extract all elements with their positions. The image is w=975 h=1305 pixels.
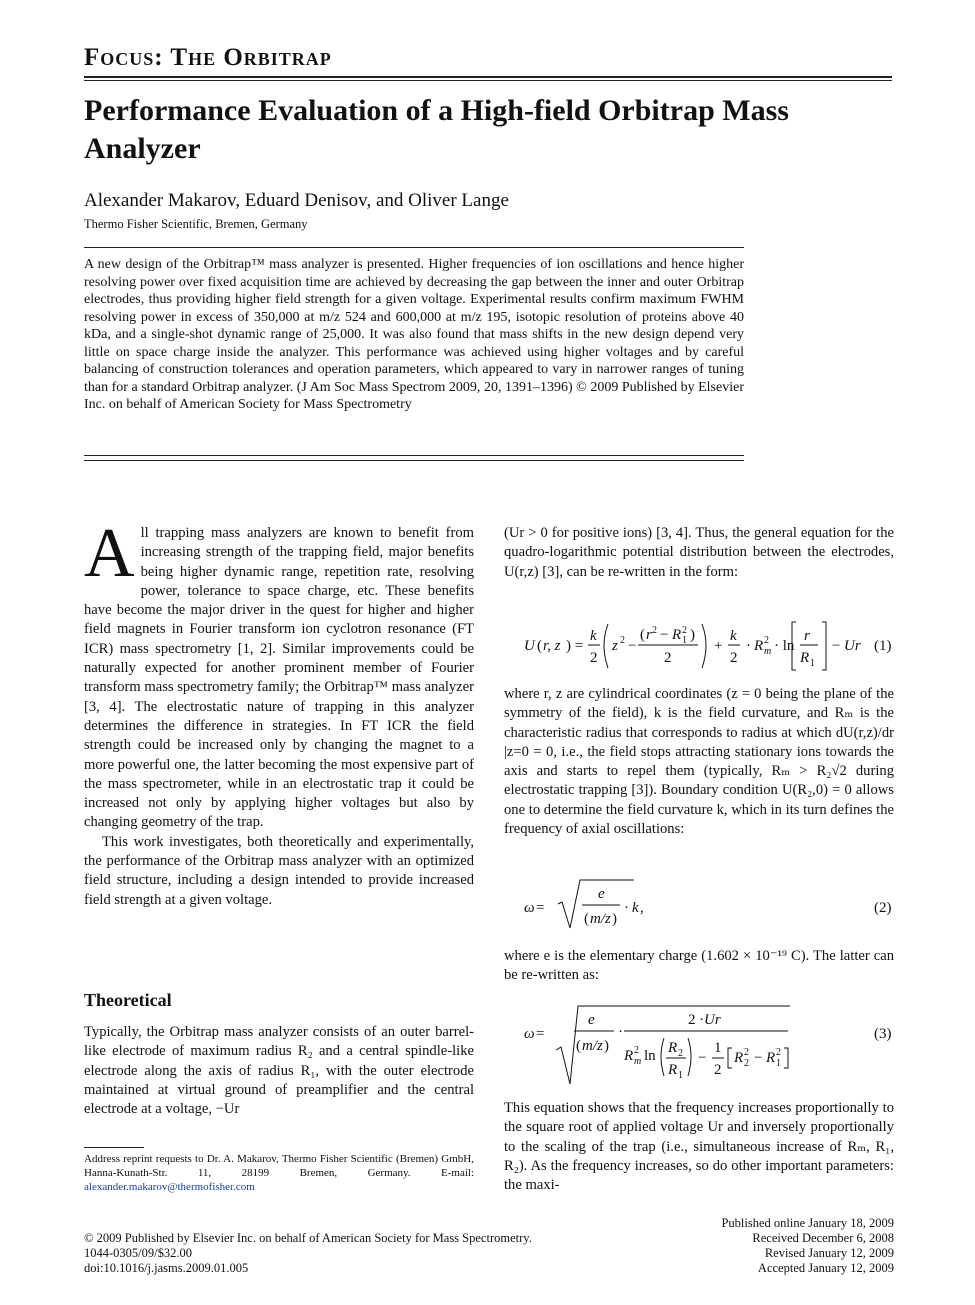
svg-text:Ur: Ur: [704, 1012, 721, 1028]
svg-text:=: =: [536, 1026, 545, 1042]
accepted-date: Accepted January 12, 2009: [757, 1261, 894, 1275]
svg-text:): ): [604, 1038, 609, 1054]
right-paragraph-3: where e is the elementary charge (1.602 × 10⁻¹⁹ C). The latter can be re-written as:: [504, 948, 894, 984]
svg-text:k: k: [730, 628, 737, 644]
footer-dates: [600, 1216, 894, 1276]
affiliation: Thermo Fisher Scientific, Bremen, Germany: [84, 217, 308, 231]
svg-text:·: ·: [746, 638, 751, 654]
intro-section: [84, 515, 474, 910]
abstract-bottom-rule: [84, 455, 744, 456]
eq3-number: (3): [874, 1026, 892, 1042]
abstract-bottom-rule-2: [84, 460, 744, 461]
svg-text:e: e: [588, 1012, 595, 1028]
svg-text:2: 2: [620, 635, 625, 646]
svg-text:· ln: · ln: [774, 638, 795, 654]
right-paragraph-1: (Ur > 0 for positive ions) [3, 4]. Thus, the general equation for the quadro-logarithmic potential distribution between the electrodes, U(r,z) [3], can be re-written in the form:: [504, 525, 894, 580]
svg-text:2 ·: 2 ·: [688, 1012, 705, 1028]
paper-title: Performance Evaluation of a High-field Orbitrap Mass Analyzer: [84, 94, 789, 165]
svg-text:2: 2: [744, 1058, 749, 1069]
email-link[interactable]: alexander.makarov@thermofisher.com: [84, 1181, 255, 1193]
right-paragraph-4: This equation shows that the frequency increases proportionally to the square root of applied voltage Ur and inversely proportionally to the scaling of the trap (i.e., simultaneous increase of Rₘ, R₁, R₂). As the frequency increases, so do other important parameters: the maxi-: [504, 1100, 894, 1194]
svg-text:·: ·: [618, 1024, 623, 1040]
svg-text:2: 2: [682, 625, 687, 636]
svg-text:2: 2: [634, 1045, 639, 1056]
svg-text:Ur: Ur: [844, 638, 861, 654]
equation-3: [504, 1000, 894, 1090]
theory-paragraph: Typically, the Orbitrap mass analyzer consists of an outer barrel-like electrode of maximum radius R₂ and a central spindle-like electrode along the axis of radius R₁, with the outer electrode maintained at virtual ground of preamplifier and the central electrode at a voltage, −Ur: [84, 1024, 474, 1118]
svg-text:=: =: [536, 900, 545, 916]
svg-text:R: R: [624, 1048, 634, 1064]
svg-text:U: U: [524, 638, 535, 654]
intro-paragraph-2: This work investigates, both theoretically and experimentally, the performance of the Orbitrap mass analyzer with an optimized field structure, including a design intended to provide increased field strength at a given voltage.: [84, 833, 474, 908]
equation-2: [504, 874, 894, 934]
footnote: [84, 1152, 474, 1194]
svg-text:1: 1: [682, 635, 687, 646]
svg-text:): ): [690, 627, 695, 643]
issn: 1044-0305/09/$32.00: [84, 1246, 192, 1260]
svg-text:2: 2: [744, 1047, 749, 1058]
svg-text:2: 2: [590, 650, 598, 666]
svg-text:e: e: [598, 886, 605, 902]
received-date: Received December 6, 2008: [752, 1231, 894, 1245]
svg-text:−: −: [754, 1050, 763, 1066]
dropcap: A: [84, 515, 135, 592]
svg-text:r: r: [646, 627, 652, 643]
svg-text:ω: ω: [524, 900, 535, 916]
intro-paragraph-1: ll trapping mass analyzers are known to benefit from increasing strength of the trapping field, major benefits being higher dynamic range, repetition rate, resolving power, tolerance to space charge, etc. These benefits have become the major driver in the quest for higher and higher field magnets in Fourier transform ion cyclotron resonance (FT ICR) mass spectrometry [1, 2]. Similar improvements could be naturally expected for another prominent member of Fourier transform mass spectrometry family; the Orbitrap™ mass analyzer [3, 4]. The electrostatic nature of trapping in this analyzer determines the difference in strategies. In FT ICR the field strength could be increased only by changing the magnet to a more powerful one, the latter becoming the most expensive part of the mass spectrometer, while in an electrostatic trap it could be increased not only by applying higher voltages but also by changing geometry of the trap.: [84, 525, 474, 831]
svg-text:m/z: m/z: [582, 1038, 603, 1054]
svg-text:1: 1: [776, 1058, 781, 1069]
revised-date: Revised January 12, 2009: [764, 1246, 894, 1260]
svg-text:2: 2: [678, 1048, 683, 1059]
svg-text:(: (: [584, 911, 589, 927]
svg-text:(: (: [576, 1038, 581, 1054]
svg-text:R: R: [668, 1040, 678, 1056]
svg-text:(: (: [537, 638, 542, 654]
svg-text:2: 2: [664, 650, 672, 666]
equation-1: [504, 612, 894, 678]
svg-text:m: m: [634, 1056, 642, 1067]
svg-text:1: 1: [714, 1040, 722, 1056]
svg-text:(: (: [640, 627, 645, 643]
published-online: Published online January 18, 2009: [721, 1216, 894, 1230]
abstract: A new design of the Orbitrap™ mass analyzer is presented. Higher frequencies of ion oscillations and hence higher resolving power over fixed acquisition time are achieved by decreasing the gap between the inner and outer Orbitrap electrodes, thus providing higher field strength for a given voltage. Experimental results confirm maximum FWHM resolving power in excess of 350,000 at m/z 524 and 600,000 at m/z 195, isotopic resolution of proteins above 40 kDa, and a single-shot dynamic range of 25,000. It was also found that mass shifts in the new design depend very little on space charge inside the analyzer. This performance was achieved using higher voltages and by careful balancing of construction tolerances and operation parameters, which appeared to vary in narrower ranges of tuning than for a standard Orbitrap analyzer. (J Am Soc Mass Spectrom 2009, 20, 1391–1396) © 2009 Published by Elsevier Inc. on behalf of American Society for Mass Spectrometry: [84, 257, 744, 412]
svg-text:+: +: [714, 638, 723, 654]
svg-text:R: R: [672, 627, 682, 643]
abstract-top-rule: [84, 247, 744, 248]
svg-text:R: R: [754, 638, 764, 654]
svg-text:r: r: [804, 628, 810, 644]
section-header: Focus: The Orbitrap: [84, 44, 332, 71]
svg-text:−: −: [698, 1050, 707, 1066]
copyright: © 2009 Published by Elsevier Inc. on behalf of American Society for Mass Spectrometry.: [84, 1231, 532, 1245]
right-paragraph-2: where r, z are cylindrical coordinates (z = 0 being the plane of the symmetry of the field), k is the field curvature, and Rₘ is the characteristic radius that corresponds to radius at which dU(r,z)/dr |z=0 = 0, i.e., the field stops attracting stationary ions towards the axis and starts to repel them (typically, Rₘ > R₂√2 during electrostatic trapping [3]). Boundary condition U(R₂,0) = 0 allows one to determine the field curvature k, which in its turn defines the frequency of axial oscillations:: [504, 686, 894, 838]
footer-left: [84, 1231, 532, 1276]
eq2-number: (2): [874, 900, 892, 916]
heading-theoretical: Theoretical: [84, 990, 172, 1010]
svg-text:m/z: m/z: [590, 911, 611, 927]
footnote-rule: [84, 1147, 144, 1148]
svg-text:−: −: [660, 627, 669, 643]
eq1-number: (1): [874, 638, 892, 654]
svg-text:·: ·: [624, 900, 629, 916]
svg-text:2: 2: [730, 650, 738, 666]
footnote-text: Address reprint requests to Dr. A. Makarov, Thermo Fisher Scientific (Bremen) GmbH, Hanna-Kunath-Str. 11, 28199 Bremen, Germany. E-mail:: [84, 1153, 474, 1179]
doi: doi:10.1016/j.jasms.2009.01.005: [84, 1261, 249, 1275]
svg-text:2: 2: [764, 635, 769, 646]
svg-text:,: ,: [640, 900, 644, 916]
svg-text:2: 2: [714, 1062, 722, 1078]
svg-text:1: 1: [810, 658, 815, 669]
svg-text:r, z: r, z: [543, 638, 561, 654]
svg-text:−: −: [832, 638, 841, 654]
svg-text:−: −: [628, 638, 637, 654]
svg-text:R: R: [668, 1062, 678, 1078]
svg-text:m: m: [764, 646, 772, 657]
svg-text:): ): [612, 911, 617, 927]
header-rule-thin: [84, 80, 892, 81]
svg-text:R: R: [800, 650, 810, 666]
svg-text:z: z: [612, 638, 618, 654]
svg-text:k: k: [590, 628, 597, 644]
header-rule: [84, 76, 892, 78]
svg-text:1: 1: [678, 1070, 683, 1081]
svg-text:2: 2: [652, 625, 657, 636]
svg-text:ln: ln: [644, 1048, 656, 1064]
svg-text:) =: ) =: [566, 638, 584, 654]
authors: Alexander Makarov, Eduard Denisov, and Oliver Lange: [84, 190, 509, 211]
svg-text:R: R: [766, 1050, 776, 1066]
svg-text:ω: ω: [524, 1026, 535, 1042]
svg-text:k: k: [632, 900, 639, 916]
svg-text:2: 2: [776, 1047, 781, 1058]
svg-text:R: R: [734, 1050, 744, 1066]
